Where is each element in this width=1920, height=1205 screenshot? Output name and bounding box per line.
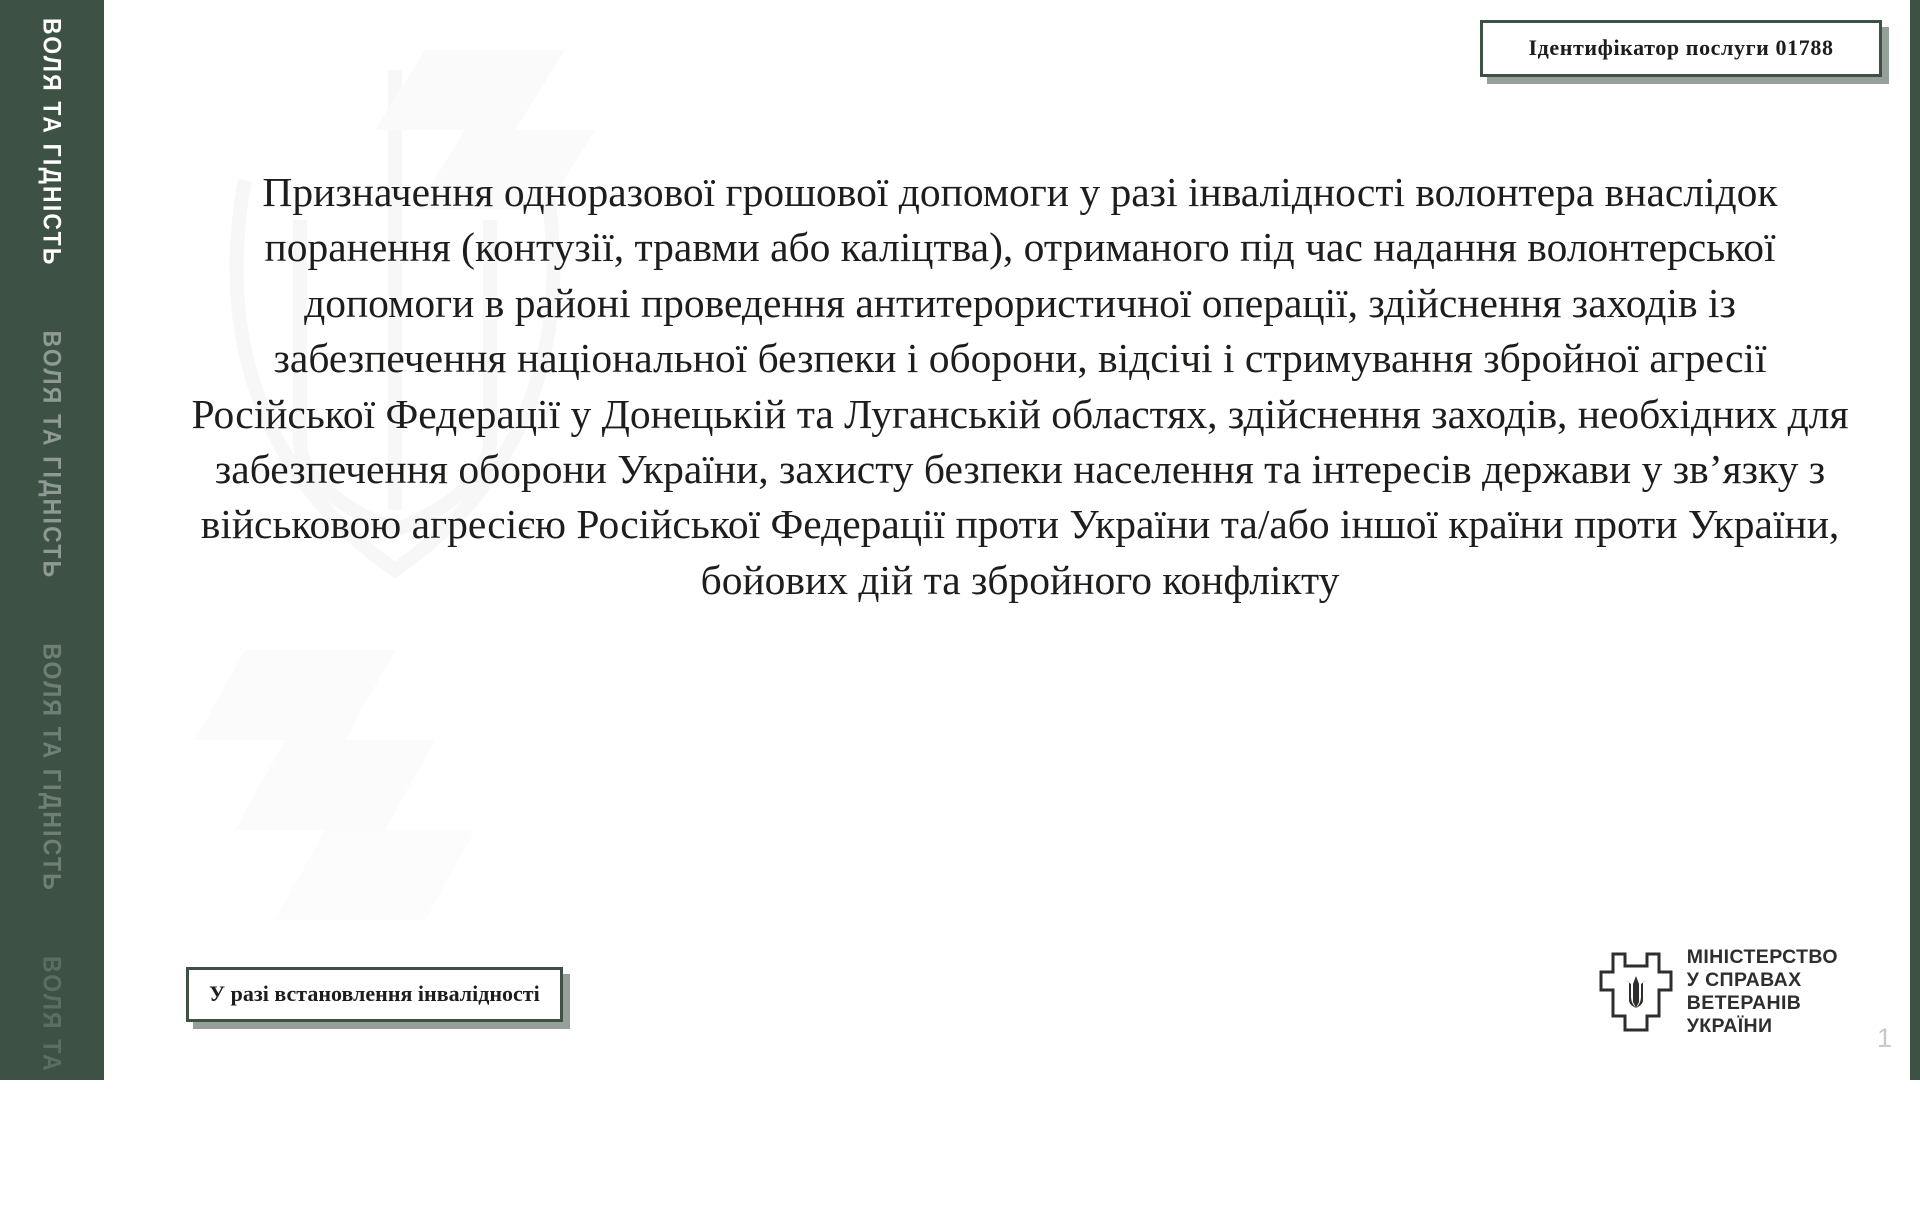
service-id-label: Ідентифікатор послуги 01788 [1528, 35, 1834, 60]
ministry-name [1687, 946, 1838, 1038]
side-slogan-3: ВОЛЯ ТА ГІДНІСТЬ [38, 643, 67, 892]
ministry-line-1: МІНІСТЕРСТВО [1686, 946, 1838, 968]
ministry-line-2: У СПРАВАХ [1686, 969, 1802, 991]
condition-note-label: У разі встановлення інвалідності [209, 981, 540, 1006]
ministry-logo [1599, 946, 1838, 1038]
side-slogan-4: ВОЛЯ ТА ГІДНІСТЬ [38, 955, 67, 1205]
slide-number: 1 [1876, 1023, 1892, 1053]
side-slogan-band [0, 0, 104, 1205]
ministry-line-4: УКРАЇНИ [1686, 1015, 1773, 1037]
side-slogan-1: ВОЛЯ ТА ГІДНІСТЬ [38, 18, 67, 267]
slide-body-text: Призначення одноразової грошової допомоги у разі інвалідності волонтера внаслідок поранення (контузії, травми або каліцтва), отриманого під час надання волонтерської допомоги в районі проведення антитерористичної операції, здійснення заходів із забезпечення національної безпеки і оборони, відсічі і стримування збройної агресії Російської Федерації у Донецькій та Луганській областях, здійснення заходів, необхідних для забезпечення оборони України, захисту безпеки населення та інтересів держави у зв’язку з військовою агресією Російської Федерації проти України та/або іншої країни проти України, бойових дій та збройного конфлікту [191, 169, 1849, 603]
condition-note-badge [186, 967, 563, 1022]
side-slogan-2: ВОЛЯ ТА ГІДНІСТЬ [38, 330, 67, 580]
ministry-line-3: ВЕТЕРАНІВ [1686, 992, 1802, 1014]
service-id-badge [1480, 20, 1882, 77]
ministry-emblem-icon [1599, 946, 1673, 1038]
right-accent-bar [1910, 0, 1920, 1080]
